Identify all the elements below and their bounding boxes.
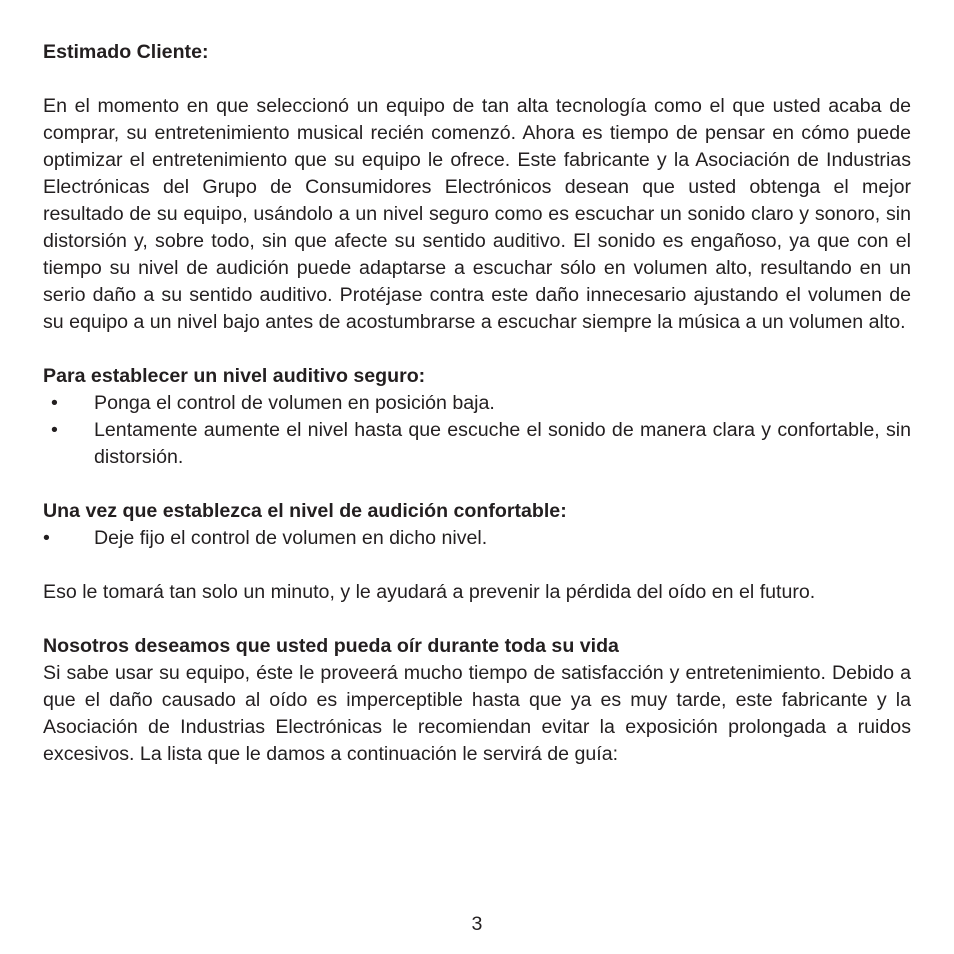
spacer bbox=[43, 606, 911, 633]
list-item bbox=[43, 417, 911, 471]
bullet-icon: • bbox=[43, 527, 50, 549]
page-number: 3 bbox=[471, 913, 483, 935]
list-item-text: Deje fijo el control de volumen en dicho nivel. bbox=[94, 527, 488, 549]
safe-level-list bbox=[43, 390, 911, 471]
comfortable-level-list bbox=[43, 525, 911, 552]
section-heading-lifetime-hearing: Nosotros deseamos que usted pueda oír durante toda su vida bbox=[43, 635, 619, 657]
bullet-icon: • bbox=[51, 392, 58, 414]
spacer bbox=[43, 471, 911, 498]
salutation: Estimado Cliente: bbox=[43, 41, 209, 63]
spacer bbox=[43, 66, 911, 93]
spacer bbox=[43, 336, 911, 363]
section-heading-safe-level: Para establecer un nivel auditivo seguro: bbox=[43, 365, 426, 387]
list-item-text: Lentamente aumente el nivel hasta que escuche el sonido de manera clara y confortable, sin distorsión. bbox=[94, 419, 911, 468]
list-item bbox=[43, 525, 911, 552]
spacer bbox=[43, 552, 911, 579]
section-heading-comfortable-level: Una vez que establezca el nivel de audición confortable: bbox=[43, 500, 567, 522]
page-content bbox=[43, 39, 911, 768]
list-item-text: Ponga el control de volumen en posición baja. bbox=[94, 392, 495, 414]
intro-paragraph: En el momento en que seleccionó un equipo de tan alta tecnología como el que usted acaba de comprar, su entretenimiento musical recién comenzó. Ahora es tiempo de pensar en cómo puede optimizar el entretenimiento que su equipo le ofrece. Este fabricante y la Asociación de Industrias Electrónicas del Grupo de Consumidores Electrónicos desean que usted obtenga el mejor resultado de su equipo, usándolo a un nivel seguro como es escuchar un sonido claro y sonoro, sin distorsión y, sobre todo, sin que afecte su sentido auditivo. El sonido es engañoso, ya que con el tiempo su nivel de audición puede adaptarse a escuchar sólo en volumen alto, resultando en un serio daño a su sentido auditivo. Protéjase contra este daño innecesario ajustando el volumen de su equipo a un nivel bajo antes de acostumbrarse a escuchar siempre la música a un volumen alto. bbox=[43, 95, 911, 333]
lifetime-hearing-paragraph: Si sabe usar su equipo, éste le proveerá mucho tiempo de satisfacción y entretenimiento. Debido a que el daño causado al oído es imperceptible hasta que ya es muy tarde, este fabricante y la Asociación de Industrias Electrónicas le recomiendan evitar la exposición prolongada a ruidos excesivos. La lista que le damos a continuación le servirá de guía: bbox=[43, 662, 911, 765]
list-item bbox=[43, 390, 911, 417]
bullet-icon: • bbox=[51, 419, 58, 441]
minute-note: Eso le tomará tan solo un minuto, y le ayudará a prevenir la pérdida del oído en el futuro. bbox=[43, 581, 816, 603]
